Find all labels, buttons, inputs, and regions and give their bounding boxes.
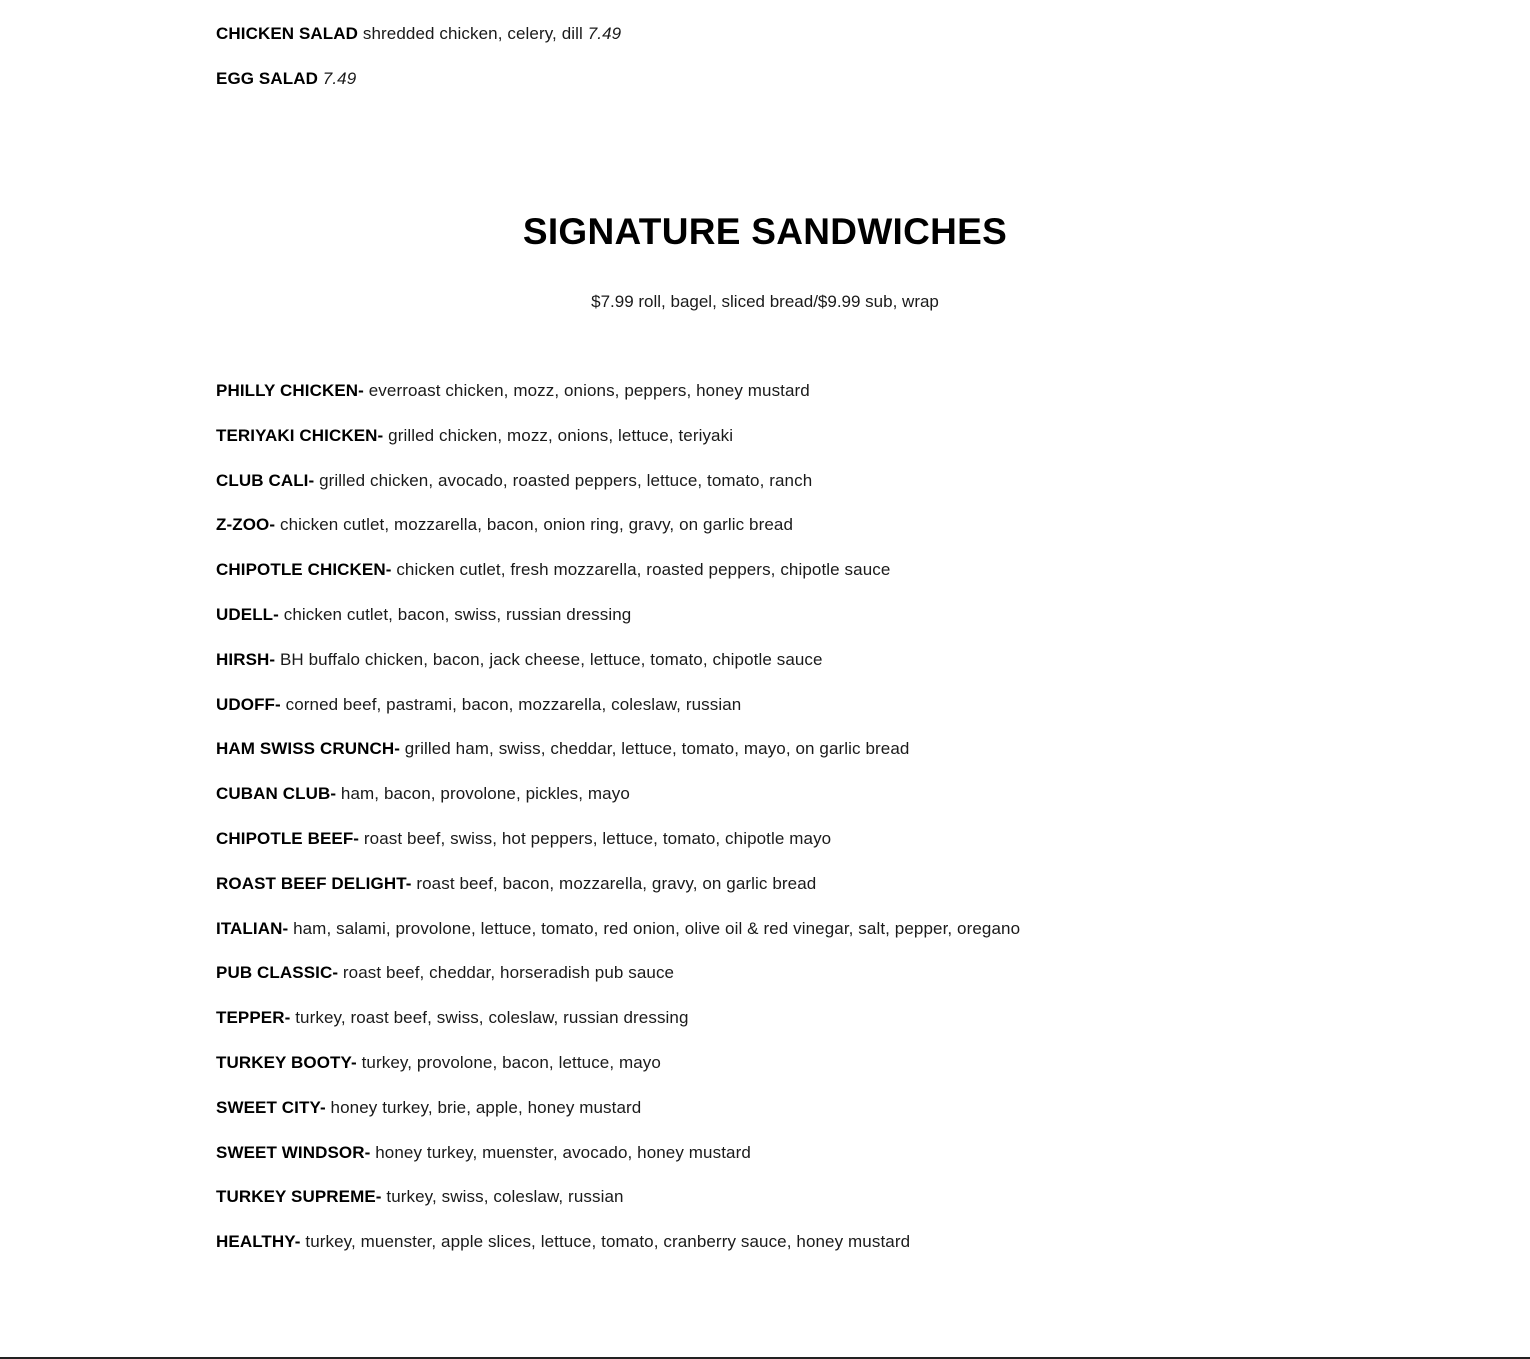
menu-item-description: chicken cutlet, mozzarella, bacon, onion ring, gravy, on garlic bread	[279, 515, 794, 534]
menu-item	[216, 649, 823, 671]
menu-item-name: TERIYAKI CHICKEN-	[216, 426, 384, 445]
menu-item-description: everroast chicken, mozz, onions, peppers, honey mustard	[368, 381, 810, 400]
menu-item-description: ham, bacon, provolone, pickles, mayo	[340, 784, 630, 803]
menu-item-description: ham, salami, provolone, lettuce, tomato, red onion, olive oil & red vinegar, salt, pepper, oregano	[293, 919, 1021, 938]
menu-item	[216, 738, 909, 760]
menu-item	[216, 962, 674, 984]
menu-item-name: TURKEY BOOTY-	[216, 1053, 357, 1072]
menu-item-name: CHIPOTLE BEEF-	[216, 829, 360, 848]
menu-item-name: SWEET CITY-	[216, 1098, 326, 1117]
menu-item	[216, 1186, 624, 1208]
menu-item-name: CHIPOTLE CHICKEN-	[216, 560, 392, 579]
menu-item	[216, 425, 733, 447]
menu-item	[216, 1007, 689, 1029]
menu-item	[216, 828, 831, 850]
menu-item-name: UDELL-	[216, 605, 279, 624]
menu-item-name: Z-ZOO-	[216, 515, 276, 534]
menu-item	[216, 604, 631, 626]
menu-item	[216, 559, 890, 581]
section-title: SIGNATURE SANDWICHES	[522, 211, 1008, 252]
menu-item	[216, 918, 1020, 940]
menu-item	[216, 783, 630, 805]
menu-item-name: PUB CLASSIC-	[216, 963, 339, 982]
menu-item-description: turkey, provolone, bacon, lettuce, mayo	[361, 1053, 661, 1072]
menu-item-name: CUBAN CLUB-	[216, 784, 337, 803]
section-subtitle: $7.99 roll, bagel, sliced bread/$9.99 sub, wrap	[591, 292, 939, 311]
menu-item-description: corned beef, pastrami, bacon, mozzarella, coleslaw, russian	[285, 695, 742, 714]
menu-item	[216, 694, 741, 716]
menu-item-name: CHICKEN SALAD	[216, 24, 359, 43]
menu-item-name: HIRSH-	[216, 650, 276, 669]
menu-item-description: roast beef, swiss, hot peppers, lettuce, tomato, chipotle mayo	[363, 829, 832, 848]
menu-item-price: 7.49	[322, 69, 357, 88]
menu-item-name: CLUB CALI-	[216, 471, 315, 490]
menu-item-name: TURKEY SUPREME-	[216, 1187, 382, 1206]
menu-item-description: honey turkey, muenster, avocado, honey mustard	[375, 1143, 751, 1162]
menu-item-description: turkey, roast beef, swiss, coleslaw, russian dressing	[295, 1008, 689, 1027]
menu-item	[216, 1097, 641, 1119]
menu-item-description: chicken cutlet, fresh mozzarella, roasted peppers, chipotle sauce	[396, 560, 891, 579]
menu-item-name: SWEET WINDSOR-	[216, 1143, 371, 1162]
menu-item-description: chicken cutlet, bacon, swiss, russian dressing	[283, 605, 632, 624]
menu-item-description: BH buffalo chicken, bacon, jack cheese, lettuce, tomato, chipotle sauce	[279, 650, 823, 669]
menu-item	[216, 514, 793, 536]
menu-item-description: grilled chicken, mozz, onions, lettuce, teriyaki	[388, 426, 734, 445]
menu-item-description: roast beef, cheddar, horseradish pub sauce	[342, 963, 675, 982]
menu-item-name: EGG SALAD	[216, 69, 318, 88]
menu-item	[216, 1052, 661, 1074]
menu-item-name: TEPPER-	[216, 1008, 291, 1027]
menu-item-description: shredded chicken, celery, dill	[362, 24, 583, 43]
menu-item-name: UDOFF-	[216, 695, 281, 714]
menu-item	[216, 873, 816, 895]
menu-item-description: roast beef, bacon, mozzarella, gravy, on garlic bread	[416, 874, 817, 893]
menu-item-chicken-salad	[216, 23, 621, 45]
menu-item-egg-salad	[216, 68, 356, 90]
menu-item	[216, 470, 812, 492]
menu-item-description: turkey, muenster, apple slices, lettuce, tomato, cranberry sauce, honey mustard	[305, 1232, 911, 1251]
menu-item-name: HAM SWISS CRUNCH-	[216, 739, 400, 758]
menu-item-description: grilled ham, swiss, cheddar, lettuce, tomato, mayo, on garlic bread	[404, 739, 910, 758]
menu-item-price: 7.49	[587, 24, 622, 43]
menu-item-name: PHILLY CHICKEN-	[216, 381, 364, 400]
menu-item	[216, 380, 810, 402]
menu-item-name: ROAST BEEF DELIGHT-	[216, 874, 412, 893]
menu-item-description: grilled chicken, avocado, roasted peppers, lettuce, tomato, ranch	[319, 471, 813, 490]
menu-item	[216, 1142, 751, 1164]
menu-item-name: ITALIAN-	[216, 919, 289, 938]
menu-item	[216, 1231, 910, 1253]
menu-item-name: HEALTHY-	[216, 1232, 301, 1251]
menu-item-description: honey turkey, brie, apple, honey mustard	[330, 1098, 642, 1117]
menu-item-description: turkey, swiss, coleslaw, russian	[386, 1187, 624, 1206]
